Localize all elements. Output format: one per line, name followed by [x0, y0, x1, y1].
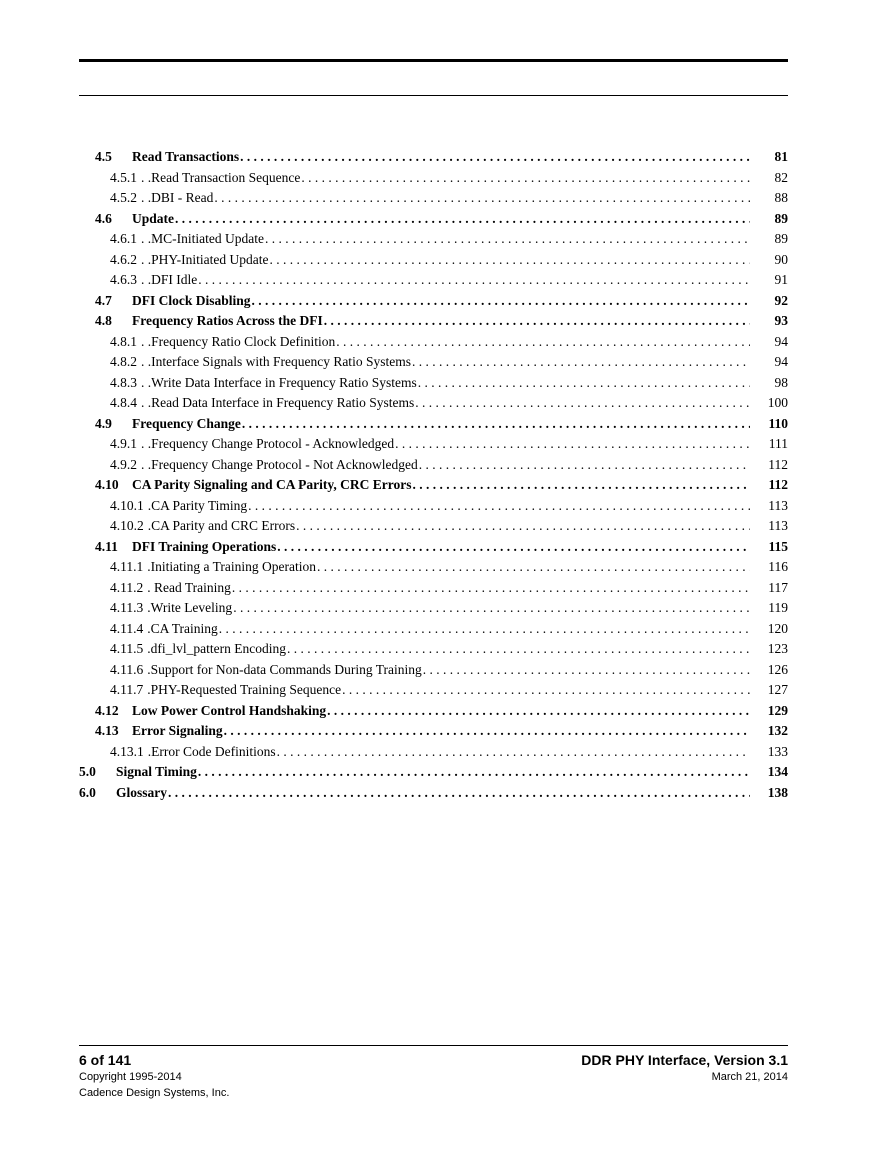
toc-entry-page: 89: [774, 231, 788, 246]
toc-entry-number: 4.9: [95, 415, 112, 431]
toc-dot-leader: [198, 762, 750, 782]
toc-dot-leader: [242, 414, 750, 434]
toc-entry[interactable]: [110, 332, 788, 352]
toc-entry[interactable]: [95, 311, 788, 331]
toc-entry[interactable]: [95, 701, 788, 721]
toc-dot-leader: [224, 721, 750, 741]
toc-entry-number: 4.8.1: [110, 333, 137, 349]
footer-date: March 21, 2014: [711, 1071, 788, 1083]
toc-entry-number: 6.0: [79, 784, 96, 800]
toc-entry-number: 4.9.1: [110, 436, 137, 451]
toc-entry-number: 4.12: [95, 702, 119, 718]
toc-entry-page: 112: [768, 456, 788, 472]
toc-entry-page: 123: [767, 641, 788, 656]
toc-entry-title: . .Frequency Change Protocol - Not Acknowledged: [141, 456, 418, 472]
toc-entry-page: 133: [767, 743, 788, 759]
toc-entry-page: 90: [774, 251, 788, 267]
toc-dot-leader: [423, 660, 750, 680]
toc-entry-title: Frequency Ratios Across the DFI: [132, 313, 323, 328]
toc-entry-page: 88: [774, 190, 788, 205]
toc-dot-leader: [232, 578, 750, 598]
toc-dot-leader: [252, 291, 750, 311]
toc-entry[interactable]: [95, 537, 788, 557]
toc-entry-number: 4.11.4: [110, 620, 144, 636]
footer-document-title: DDR PHY Interface, Version 3.1: [581, 1052, 788, 1068]
toc-entry[interactable]: [95, 721, 788, 741]
toc-entry-title: . .Read Transaction Sequence: [141, 169, 301, 185]
toc-dot-leader: [419, 455, 750, 475]
toc-dot-leader: [265, 229, 750, 249]
toc-dot-leader: [214, 188, 750, 208]
toc-entry-page: 113: [768, 497, 788, 513]
toc-entry-title: . .MC-Initiated Update: [141, 231, 264, 246]
toc-entry[interactable]: [110, 557, 788, 577]
toc-entry-number: 4.11.2: [110, 579, 144, 595]
toc-entry-page: 91: [774, 272, 788, 287]
toc-entry-number: 4.11.6: [110, 661, 144, 677]
toc-entry[interactable]: [110, 680, 788, 700]
toc-entry[interactable]: [110, 578, 788, 598]
toc-entry-page: 82: [774, 169, 788, 185]
toc-entry-page: 93: [774, 313, 788, 328]
toc-dot-leader: [248, 496, 750, 516]
toc-entry-title: .Write Leveling: [147, 600, 233, 615]
toc-entry-page: 138: [767, 784, 788, 800]
toc-entry[interactable]: [95, 414, 788, 434]
toc-entry-number: 4.10.1: [110, 497, 144, 513]
toc-entry-number: 4.11.7: [110, 682, 144, 697]
toc-dot-leader: [324, 311, 750, 331]
toc-dot-leader: [219, 619, 750, 639]
toc-entry[interactable]: [110, 619, 788, 639]
toc-dot-leader: [175, 209, 750, 229]
toc-entry-number: 4.8.4: [110, 395, 137, 410]
toc-entry-title: .Initiating a Training Operation: [147, 559, 316, 574]
toc-entry[interactable]: [95, 475, 788, 495]
toc-entry-title: . .Write Data Interface in Frequency Ratio Systems: [141, 374, 417, 390]
header-rule-thin: [79, 95, 788, 96]
toc-entry-title: . Read Training: [147, 579, 231, 595]
toc-entry-page: 100: [767, 395, 788, 410]
toc-entry-title: DFI Clock Disabling: [132, 292, 251, 308]
toc-entry[interactable]: [110, 455, 788, 475]
toc-entry-page: 119: [768, 600, 788, 615]
toc-entry-page: 134: [767, 764, 788, 779]
toc-entry-number: 4.5.1: [110, 169, 137, 185]
toc-dot-leader: [336, 332, 750, 352]
toc-entry-number: 4.11.5: [110, 641, 144, 656]
toc-dot-leader: [168, 783, 750, 803]
toc-entry[interactable]: [79, 783, 788, 803]
toc-entry-page: 111: [768, 436, 788, 451]
toc-entry-title: .CA Training: [147, 620, 218, 636]
toc-entry-page: 94: [774, 354, 788, 369]
toc-entry[interactable]: [110, 270, 788, 290]
toc-entry-title: . .Read Data Interface in Frequency Ratio Systems: [141, 395, 415, 410]
toc-dot-leader: [415, 393, 750, 413]
toc-entry-title: . .Frequency Ratio Clock Definition: [141, 333, 336, 349]
toc-dot-leader: [277, 742, 750, 762]
toc-entry-page: 98: [774, 374, 788, 390]
toc-entry-page: 110: [768, 415, 788, 431]
toc-entry-page: 112: [768, 477, 788, 492]
toc-entry-title: Glossary: [116, 784, 168, 800]
toc-entry-title: Frequency Change: [132, 415, 241, 431]
toc-entry-title: CA Parity Signaling and CA Parity, CRC Errors: [132, 477, 412, 492]
toc-entry-title: DFI Training Operations: [132, 538, 277, 554]
toc-entry[interactable]: [110, 434, 788, 454]
toc-entry[interactable]: [110, 373, 788, 393]
toc-entry-title: .Support for Non-data Commands During Training: [147, 661, 422, 677]
toc-entry-number: 4.10.2: [110, 518, 144, 533]
toc-entry-page: 120: [767, 620, 788, 636]
toc-entry-number: 4.8: [95, 313, 112, 328]
toc-entry[interactable]: [110, 598, 788, 618]
toc-entry-title: Read Transactions: [132, 149, 240, 164]
toc-entry-page: 132: [767, 723, 788, 738]
toc-entry-number: 5.0: [79, 764, 96, 779]
toc-entry-title: .Error Code Definitions: [147, 743, 276, 759]
toc-entry-number: 4.11.1: [110, 559, 144, 574]
toc-entry-title: . .PHY-Initiated Update: [141, 251, 269, 267]
toc-entry-page: 81: [774, 149, 788, 164]
toc-entry-title: . .Interface Signals with Frequency Ratio Systems: [141, 354, 411, 369]
toc-entry[interactable]: [110, 352, 788, 372]
toc-entry-title: .PHY-Requested Training Sequence: [147, 682, 342, 697]
header-rule-thick: [79, 59, 788, 62]
toc-entry-title: .CA Parity Timing: [147, 497, 248, 513]
toc-dot-leader: [412, 352, 750, 372]
footer-page-number: 6 of 141: [79, 1052, 132, 1068]
toc-entry-number: 4.8.2: [110, 354, 137, 369]
toc-entry-number: 4.6.3: [110, 272, 137, 287]
toc-entry-title: . .DFI Idle: [141, 272, 198, 287]
toc-entry[interactable]: [95, 209, 788, 229]
toc-entry-title: . .Frequency Change Protocol - Acknowledged: [141, 436, 395, 451]
toc-entry-title: Low Power Control Handshaking: [132, 702, 327, 718]
toc-entry[interactable]: [110, 660, 788, 680]
toc-entry[interactable]: [95, 147, 788, 167]
toc-entry-number: 4.10: [95, 477, 119, 492]
footer-copyright: Copyright 1995-2014: [79, 1071, 182, 1083]
footer-rule: [79, 1045, 788, 1046]
toc-dot-leader: [301, 168, 750, 188]
toc-entry-title: Error Signaling: [132, 723, 223, 738]
toc-entry-title: .CA Parity and CRC Errors: [147, 518, 296, 533]
toc-entry-page: 115: [768, 538, 788, 554]
toc-entry[interactable]: [79, 762, 788, 782]
toc-dot-leader: [198, 270, 750, 290]
toc-entry-page: 117: [768, 579, 788, 595]
toc-entry[interactable]: [110, 168, 788, 188]
toc-dot-leader: [233, 598, 750, 618]
toc-entry-page: 92: [774, 292, 788, 308]
toc-entry-number: 4.7: [95, 292, 112, 308]
toc-entry-page: 126: [767, 661, 788, 677]
toc-dot-leader: [269, 250, 750, 270]
toc-entry[interactable]: [110, 250, 788, 270]
toc-dot-leader: [277, 537, 750, 557]
toc-entry[interactable]: [95, 291, 788, 311]
toc-entry-page: 94: [774, 333, 788, 349]
toc-entry[interactable]: [110, 393, 788, 413]
toc-entry-number: 4.6: [95, 210, 112, 226]
toc-dot-leader: [395, 434, 750, 454]
toc-dot-leader: [296, 516, 750, 536]
toc-dot-leader: [327, 701, 750, 721]
toc-entry-number: 4.6.1: [110, 231, 137, 246]
toc-entry-number: 4.11.3: [110, 600, 144, 615]
toc-entry-title: Update: [132, 210, 175, 226]
toc-entry-title: .dfi_lvl_pattern Encoding: [147, 641, 286, 656]
toc-entry-number: 4.13.1: [110, 743, 144, 759]
toc-entry[interactable]: [110, 639, 788, 659]
toc-entry-number: 4.5.2: [110, 190, 137, 205]
toc-entry-page: 116: [768, 559, 788, 574]
toc-entry-number: 4.11: [95, 538, 118, 554]
toc-entry-title: . .DBI - Read: [141, 190, 214, 205]
toc-entry-page: 89: [774, 210, 788, 226]
toc-entry[interactable]: [110, 516, 788, 536]
toc-entry[interactable]: [110, 496, 788, 516]
footer-company: Cadence Design Systems, Inc.: [79, 1087, 230, 1099]
toc-entry-number: 4.8.3: [110, 374, 137, 390]
toc-entry-number: 4.6.2: [110, 251, 137, 267]
toc-dot-leader: [317, 557, 750, 577]
toc-entry-title: Signal Timing: [116, 764, 197, 779]
toc-entry-number: 4.9.2: [110, 456, 137, 472]
toc-entry-page: 129: [767, 702, 788, 718]
toc-dot-leader: [287, 639, 750, 659]
toc-dot-leader: [413, 475, 750, 495]
toc-entry[interactable]: [110, 742, 788, 762]
toc-entry[interactable]: [110, 229, 788, 249]
toc-dot-leader: [240, 147, 750, 167]
toc-entry-number: 4.13: [95, 723, 119, 738]
toc-entry[interactable]: [110, 188, 788, 208]
toc-dot-leader: [418, 373, 750, 393]
toc-entry-number: 4.5: [95, 149, 112, 164]
toc-dot-leader: [342, 680, 750, 700]
toc-entry-page: 113: [768, 518, 788, 533]
toc-entry-page: 127: [767, 682, 788, 697]
